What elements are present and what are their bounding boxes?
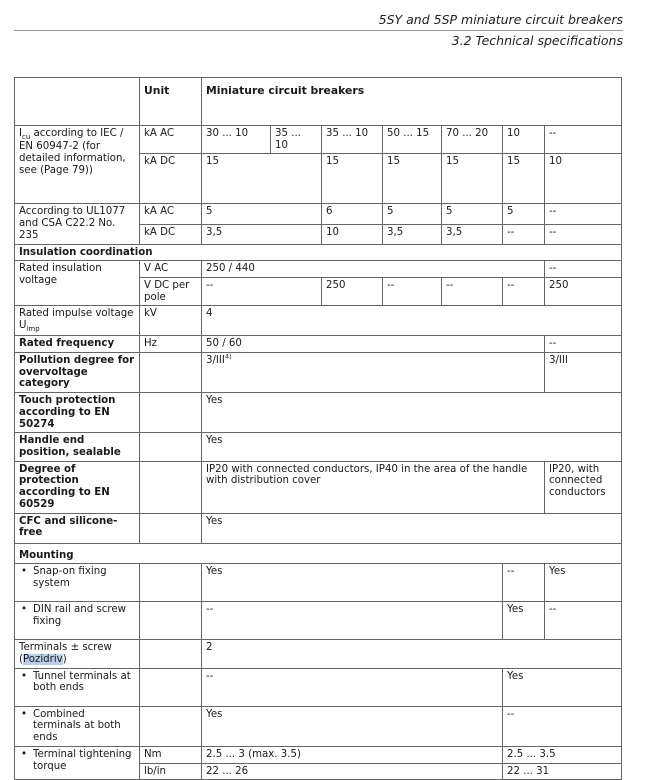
running-header-section: 3.2 Technical specifications: [451, 33, 623, 48]
degree-last: IP20, with connected conductors: [545, 461, 622, 513]
pollution-value: 3/III$^{4)}$: [202, 352, 545, 392]
impulse-value: 4: [202, 306, 622, 336]
table-header-row: [15, 78, 622, 126]
degree-value: IP20 with connected conductors, IP40 in the area of the handle with distribution cover: [202, 461, 545, 513]
mounting-section-title: Mounting: [15, 543, 622, 564]
table-row: [15, 513, 622, 543]
combined-last: --: [503, 706, 622, 746]
ul-dc-5: --: [503, 224, 545, 244]
pozidriv-highlight: Pozidriv: [22, 654, 63, 666]
ul-dc-1: 3,5: [202, 224, 322, 244]
ul-dc-3: 3,5: [383, 224, 442, 244]
pollution-last: 3/III: [545, 352, 622, 392]
torque-lbin-last: 22 ... 31: [503, 763, 622, 780]
cfc-unit: [140, 513, 202, 543]
ul-ac-2: 6: [322, 204, 383, 224]
table-row: [15, 433, 622, 461]
impulse-label: Rated impulse voltage $U_{imp}$: [15, 306, 140, 336]
ul-unit-dc: kA DC: [140, 224, 202, 244]
ul-dc-4: 3,5: [442, 224, 503, 244]
ul-ac-4: 5: [442, 204, 503, 224]
torque-nm-value: 2.5 ... 3 (max. 3.5): [202, 746, 503, 763]
touch-unit: [140, 393, 202, 433]
snap-label: • Snap-on fixing system: [15, 564, 140, 602]
combined-label: • Combined terminals at both ends: [15, 706, 140, 746]
snap-unit: [140, 564, 202, 602]
vdc-3: --: [383, 278, 442, 306]
table-row: [15, 668, 622, 706]
tunnel-last: Yes: [503, 668, 622, 706]
ul-ac-5: 5: [503, 204, 545, 224]
table-row: [15, 640, 622, 668]
handle-label: Handle end position, sealable: [15, 433, 140, 461]
ul-dc-2: 10: [322, 224, 383, 244]
vac-value: 250 / 440: [202, 261, 545, 278]
table-row: [15, 126, 622, 154]
vdc-4: --: [442, 278, 503, 306]
frequency-value: 50 / 60: [202, 336, 545, 353]
tunnel-unit: [140, 668, 202, 706]
header-unit: Unit: [140, 78, 202, 126]
torque-nm-last: 2.5 ... 3.5: [503, 746, 622, 763]
header-rule: [14, 30, 623, 31]
frequency-unit: Hz: [140, 336, 202, 353]
running-header-title: 5SY and 5SP miniature circuit breakers: [378, 12, 623, 27]
insulation-section-title: Insulation coordination: [15, 244, 622, 261]
vdc-1: --: [202, 278, 322, 306]
terminals-value: 2: [202, 640, 622, 668]
table-row: [15, 306, 622, 336]
icu-unit-dc: kA DC: [140, 154, 202, 204]
table-row: [15, 261, 622, 278]
technical-specifications-table: [14, 77, 622, 780]
header-blank: [15, 78, 140, 126]
table-row: [15, 244, 622, 261]
impulse-unit: kV: [140, 306, 202, 336]
torque-unit-lbin: lb/in: [140, 763, 202, 780]
cfc-value: Yes: [202, 513, 622, 543]
terminals-label: Terminals ± screw (Pozidriv): [15, 640, 140, 668]
degree-unit: [140, 461, 202, 513]
ul-ac-3: 5: [383, 204, 442, 224]
ul-ac-1: 5: [202, 204, 322, 224]
din-value: --: [202, 602, 503, 640]
icu-dc-2: 15: [322, 154, 383, 204]
torque-lbin-value: 22 ... 26: [202, 763, 503, 780]
icu-ac-5: 70 ... 20: [442, 126, 503, 154]
icu-ac-6: 10: [503, 126, 545, 154]
table-row: [15, 461, 622, 513]
ul-label: According to UL1077 and CSA C22.2 No. 235: [15, 204, 140, 244]
icu-dc-5: 15: [503, 154, 545, 204]
touch-label: Touch protection according to EN 50274: [15, 393, 140, 433]
vdc-5: --: [503, 278, 545, 306]
din-unit: [140, 602, 202, 640]
combined-unit: [140, 706, 202, 746]
table-row: [15, 543, 622, 564]
snap-mid: --: [503, 564, 545, 602]
table-row: [15, 393, 622, 433]
rated-insulation-label: Rated insulation voltage: [15, 261, 140, 306]
icu-ac-7: --: [545, 126, 622, 154]
frequency-label: Rated frequency: [15, 336, 140, 353]
pollution-unit: [140, 352, 202, 392]
ul-unit-ac: kA AC: [140, 204, 202, 224]
din-mid: Yes: [503, 602, 545, 640]
table-row: [15, 746, 622, 763]
icu-ac-4: 50 ... 15: [383, 126, 442, 154]
icu-dc-6: 10: [545, 154, 622, 204]
tunnel-label: • Tunnel terminals at both ends: [15, 668, 140, 706]
vac-last: --: [545, 261, 622, 278]
snap-value: Yes: [202, 564, 503, 602]
icu-label: $I_{cu}$ according to IEC / EN 60947-2 (for detailed information, see (Page 79)): [15, 126, 140, 204]
vdc-unit: V DC per pole: [140, 278, 202, 306]
frequency-last: --: [545, 336, 622, 353]
vdc-6: 250: [545, 278, 622, 306]
icu-ac-1: 30 ... 10: [202, 126, 271, 154]
table-row: [15, 204, 622, 224]
degree-label: Degree of protection according to EN 60529: [15, 461, 140, 513]
cfc-label: CFC and silicone-free: [15, 513, 140, 543]
header-mcb: Miniature circuit breakers: [202, 78, 622, 126]
vac-unit: V AC: [140, 261, 202, 278]
ul-dc-6: --: [545, 224, 622, 244]
combined-value: Yes: [202, 706, 503, 746]
handle-value: Yes: [202, 433, 622, 461]
icu-dc-1: 15: [202, 154, 322, 204]
icu-dc-3: 15: [383, 154, 442, 204]
din-label: • DIN rail and screw fixing: [15, 602, 140, 640]
table-row: [15, 564, 622, 602]
icu-dc-4: 15: [442, 154, 503, 204]
icu-unit-ac: kA AC: [140, 126, 202, 154]
table-row: [15, 336, 622, 353]
torque-label: • Terminal tightening torque: [15, 746, 140, 779]
snap-last: Yes: [545, 564, 622, 602]
icu-ac-3: 35 ... 10: [322, 126, 383, 154]
din-last: --: [545, 602, 622, 640]
tunnel-value: --: [202, 668, 503, 706]
ul-ac-6: --: [545, 204, 622, 224]
torque-unit-nm: Nm: [140, 746, 202, 763]
icu-ac-2: 35 ... 10: [271, 126, 322, 154]
touch-value: Yes: [202, 393, 622, 433]
table-row: [15, 352, 622, 392]
handle-unit: [140, 433, 202, 461]
pollution-label: Pollution degree for overvoltage category: [15, 352, 140, 392]
table-row: [15, 706, 622, 746]
vdc-2: 250: [322, 278, 383, 306]
table-row: [15, 602, 622, 640]
terminals-unit: [140, 640, 202, 668]
